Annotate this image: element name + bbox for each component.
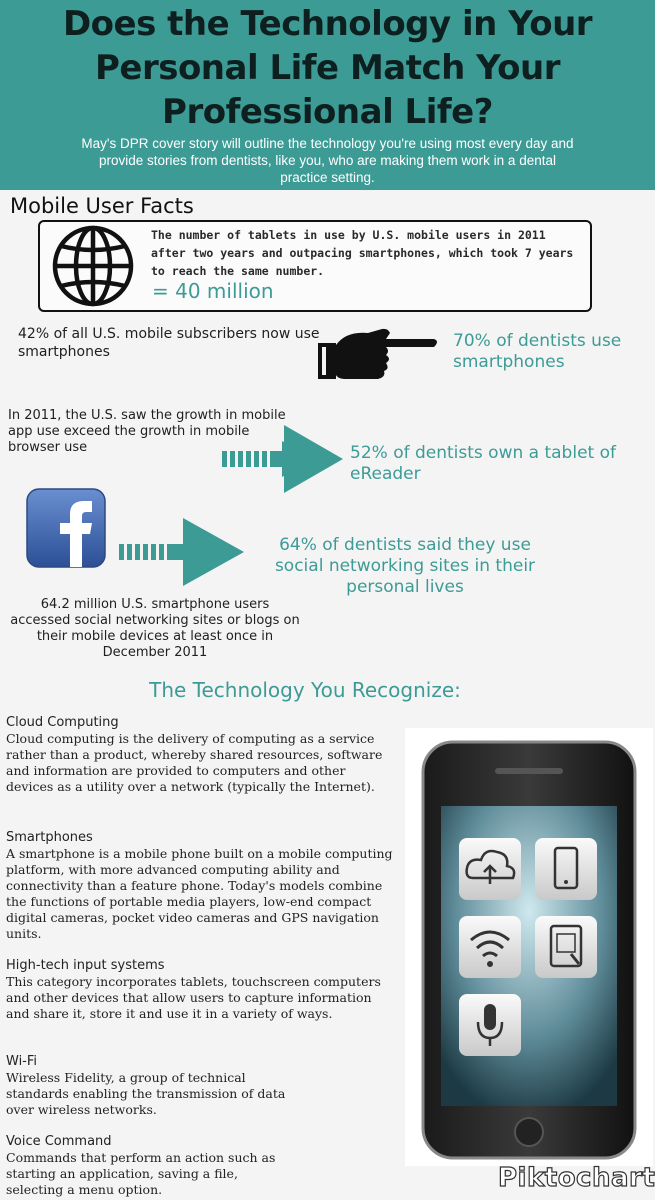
fact-social-users: 64.2 million U.S. smartphone users accessed social networking sites or blogs on their mobile devices at least once in December 2011	[10, 597, 300, 660]
tech-entry-wifi	[6, 1054, 401, 1118]
arrow-right-icon	[117, 516, 247, 588]
fact-app-growth: In 2011, the U.S. saw the growth in mobile app use exceed the growth in mobile browser use	[8, 408, 286, 455]
tech-term: High-tech input systems	[6, 958, 165, 973]
fact-dentists-smartphones: 70% of dentists use smartphones	[453, 331, 622, 372]
smartphone-illustration	[405, 728, 653, 1166]
arrow-right-icon	[220, 423, 345, 495]
tech-term: Wi-Fi	[6, 1054, 38, 1069]
tech-entry-voice	[6, 1134, 401, 1198]
phone-illustration	[405, 728, 653, 1166]
microphone-icon	[459, 994, 521, 1056]
mobile-facts-heading: Mobile User Facts	[10, 194, 194, 218]
page-subtitle: May's DPR cover story will outline the technology you're using most every day and provide stories from dentists, like you, who are making them work in a dental practice setting.	[81, 136, 574, 185]
tech-definition: Cloud computing is the delivery of computing as a service rather than a product, whereby shared resources, software and information are provided to computers and other devices as a utility over a network (typically the Internet).	[6, 731, 383, 794]
tech-term: Smartphones	[6, 830, 93, 845]
tech-definition: Wireless Fidelity, a group of technical standards enabling the transmission of data over wireless networks.	[6, 1070, 286, 1117]
cloud-upload-icon	[459, 838, 521, 900]
piktochart-watermark: Piktochart	[498, 1163, 655, 1193]
tech-entry-smartphones	[6, 830, 401, 942]
tech-definition: A smartphone is a mobile phone built on a mobile computing platform, with more advanced computing ability and connectivity than a feature phone. Today's models combine the functions of portable media players, low-end compact digital cameras, pocket video cameras and GPS navigation units.	[6, 846, 393, 941]
tablet-touch-icon	[535, 916, 597, 978]
technology-heading: The Technology You Recognize:	[149, 678, 461, 702]
page-title: Does the Technology in Your Personal Life Match Your Professional Life?	[62, 4, 593, 132]
tablet-fact-text: The number of tablets in use by U.S. mobile users in 2011 after two years and outpacing smartphones, which took 7 years to reach the same number.	[151, 228, 574, 278]
globe-icon	[46, 224, 140, 308]
tech-definition: Commands that perform an action such as starting an application, saving a file, selecting a menu option.	[6, 1150, 276, 1197]
fact-dentists-tablets: 52% of dentists own a tablet of eReader	[350, 443, 616, 484]
tablet-fact-number: = 40 million	[152, 279, 274, 303]
pointing-hand-icon	[316, 325, 440, 383]
facebook-icon	[26, 488, 106, 568]
tech-entry-cloud	[6, 715, 401, 795]
tech-term: Cloud Computing	[6, 715, 119, 730]
fact-smartphone-subscribers: 42% of all U.S. mobile subscribers now use smartphones	[18, 326, 320, 360]
fact-dentists-social: 64% of dentists said they use social networking sites in their personal lives	[274, 535, 536, 597]
tech-definition: This category incorporates tablets, touchscreen computers and other devices that allow users to capture information and share it, store it and use it in a variety of ways.	[6, 974, 381, 1021]
tech-entry-input	[6, 958, 401, 1022]
smartphone-icon	[535, 838, 597, 900]
wifi-icon	[459, 916, 521, 978]
tech-term: Voice Command	[6, 1134, 112, 1149]
